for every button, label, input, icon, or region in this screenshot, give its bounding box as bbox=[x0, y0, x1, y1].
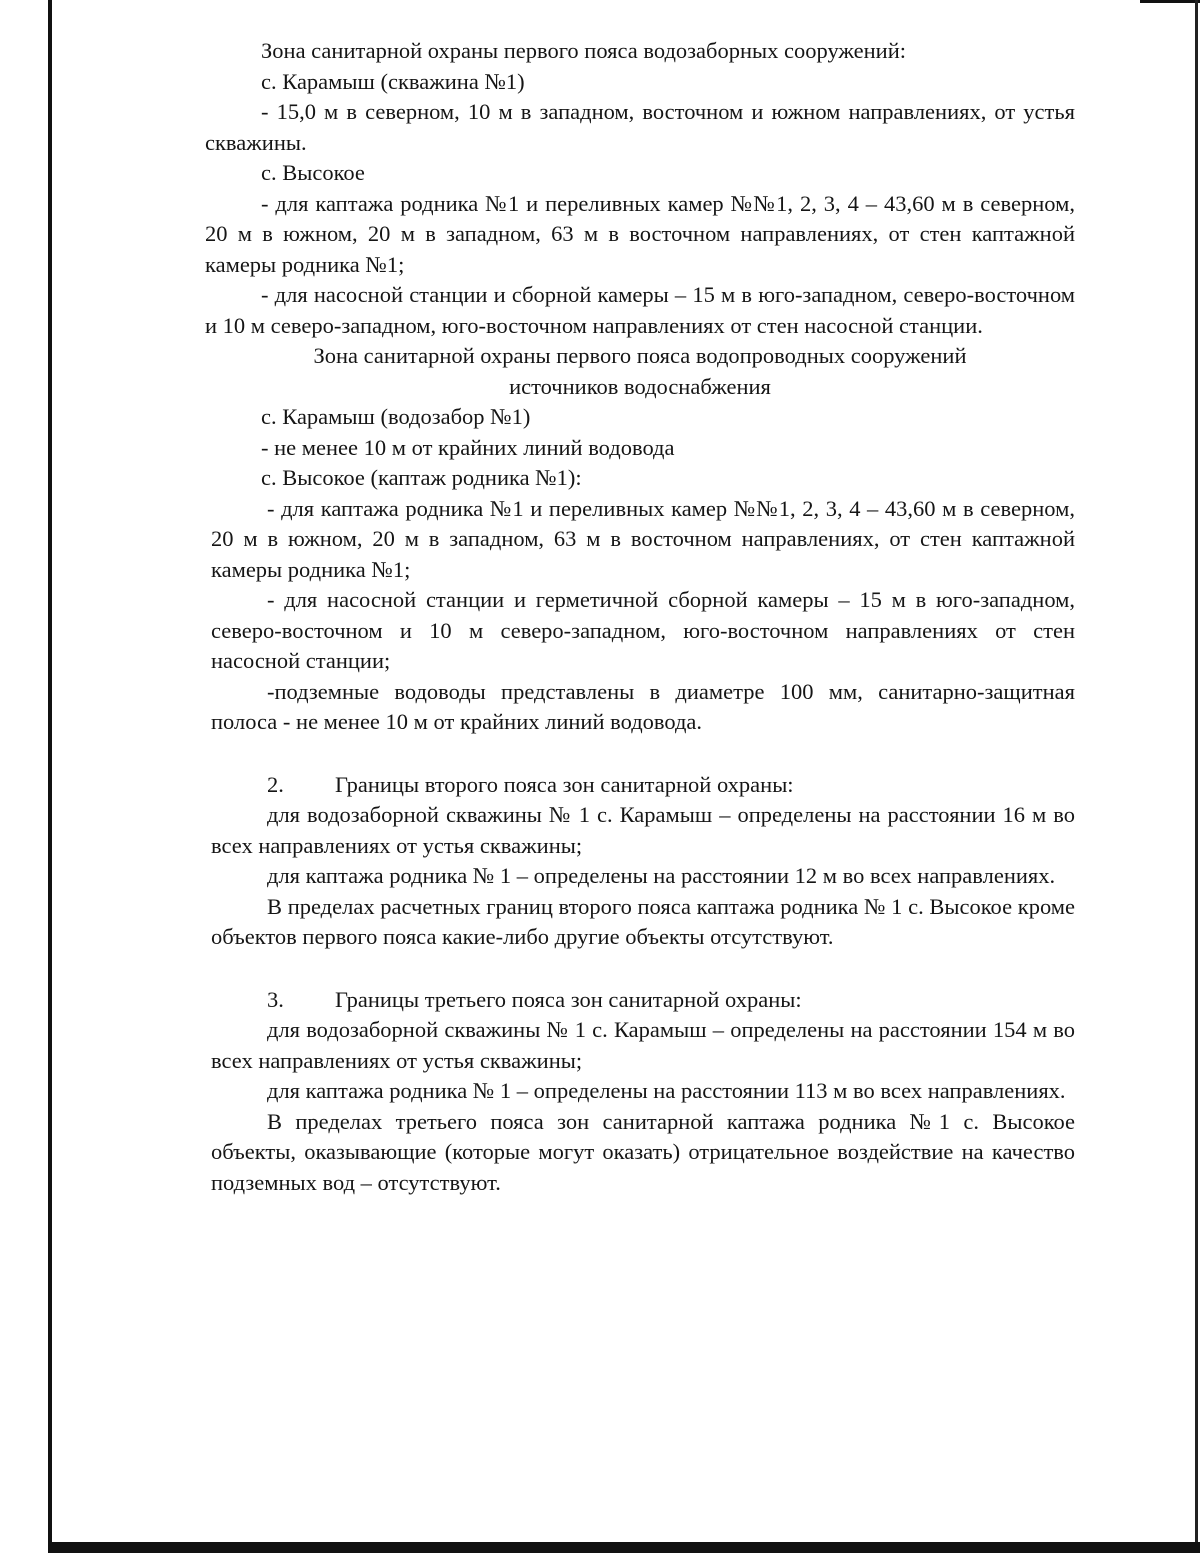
pipelines-vysokoe-item-1: - для каптажа родника №1 и переливных камер №№1, 2, 3, 4 – 43,60 м в северном, 20 м в южном, 20 м в западном, 63 м в восточном направлениях, от стен каптажной камеры родника №1; bbox=[211, 495, 1075, 582]
pipelines-vysokoe-label: с. Высокое (каптаж родника №1): bbox=[261, 465, 582, 490]
zone2-paragraph-1: для водозаборной скважины № 1 с. Карамыш – определены на расстоянии 16 м во всех направлениях от устья скважины; bbox=[211, 802, 1075, 858]
pipelines-karamysh-text: - не менее 10 м от крайних линий водовода bbox=[261, 434, 675, 460]
zone1-pipelines-title: Зона санитарной охраны первого пояса водопроводных сооружений источников водоснабжения bbox=[313, 343, 967, 399]
zone3-number: 3. bbox=[267, 986, 284, 1012]
zone2-paragraph-2: для каптажа родника № 1 – определены на расстоянии 12 м во всех направлениях. bbox=[267, 863, 1056, 888]
scan-edge-bottom bbox=[48, 1542, 1200, 1553]
zone1-intakes-title: Зона санитарной охраны первого пояса водозаборных сооружений: bbox=[261, 38, 907, 63]
spacer bbox=[205, 738, 1075, 770]
zone3-paragraph-1: для водозаборной скважины № 1 с. Карамыш – определены на расстоянии 154 м во всех направлениях от устья скважины; bbox=[211, 1017, 1075, 1073]
scan-edge-right bbox=[1195, 0, 1198, 1553]
document-page bbox=[205, 36, 1075, 1198]
scan-edge-top bbox=[1140, 0, 1200, 3]
zone2-number: 2. bbox=[267, 771, 284, 797]
zone1-karamysh-label: с. Карамыш (скважина №1) bbox=[261, 68, 525, 94]
scan-edge-left bbox=[48, 0, 52, 1553]
zone1-vysokoe-item-2: - для насосной станции и сборной камеры – 15 м в юго-западном, северо-восточном и 10 м северо-западном, юго-восточном направлениях от стен насосной станции. bbox=[205, 282, 1075, 338]
zone3-paragraph-3: В пределах третьего пояса зон санитарной каптажа родника №1 с. Высокое объекты, оказывающие (которые могут оказать) отрицательное воздействие на качество подземных вод – отсутствуют. bbox=[211, 1108, 1075, 1195]
zone1-karamysh-text: - 15,0 м в северном, 10 м в западном, восточном и южном направлениях, от устья скважины. bbox=[205, 99, 1075, 155]
zone2-title: Границы второго пояса зон санитарной охраны: bbox=[335, 771, 794, 797]
pipelines-vysokoe-item-3: -подземные водоводы представлены в диаметре 100 мм, санитарно-защитная полоса - не менее 10 м от крайних линий водовода. bbox=[211, 678, 1075, 734]
pipelines-karamysh-label: с. Карамыш (водозабор №1) bbox=[261, 404, 531, 429]
zone2-paragraph-3: В пределах расчетных границ второго пояса каптажа родника № 1 с. Высокое кроме объектов первого пояса какие-либо другие объекты отсутствуют. bbox=[211, 893, 1075, 949]
zone3-paragraph-2: для каптажа родника № 1 – определены на расстоянии 113 м во всех направлениях. bbox=[267, 1078, 1066, 1103]
zone2-heading bbox=[205, 770, 1075, 801]
pipelines-vysokoe-item-2: - для насосной станции и герметичной сборной камеры – 15 м в юго-западном, северо-восточном и 10 м северо-западном, юго-восточном направлениях от стен насосной станции; bbox=[211, 587, 1075, 673]
zone1-vysokoe-label: с. Высокое bbox=[261, 160, 365, 185]
spacer bbox=[205, 953, 1075, 985]
zone3-title: Границы третьего пояса зон санитарной охраны: bbox=[335, 986, 802, 1012]
zone1-vysokoe-item-1: - для каптажа родника №1 и переливных камер №№1, 2, 3, 4 – 43,60 м в северном, 20 м в южном, 20 м в западном, 63 м в восточном направлениях, от стен каптажной камеры родника №1; bbox=[205, 190, 1075, 277]
zone3-heading bbox=[205, 985, 1075, 1016]
